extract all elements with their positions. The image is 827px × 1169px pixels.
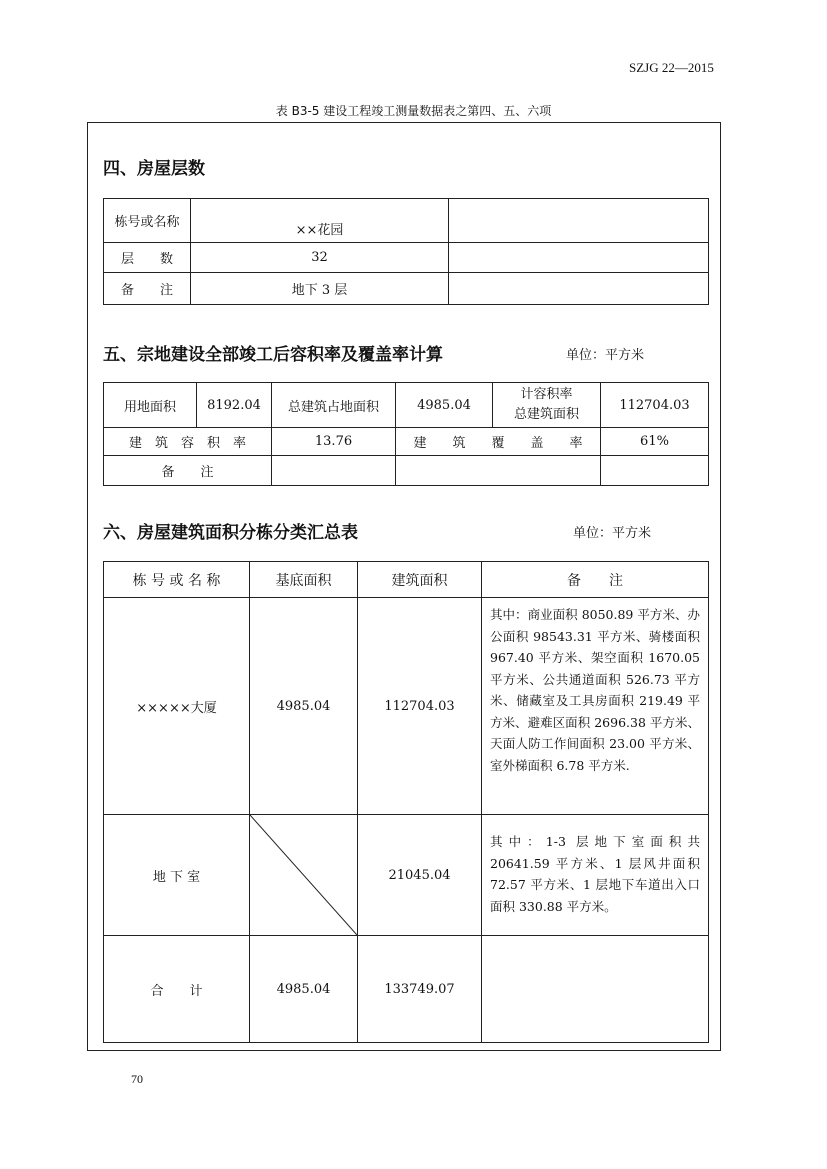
table-row	[104, 199, 709, 243]
standard-code: SZJG 22—2015	[629, 60, 714, 75]
building-name: ×××××大厦	[104, 598, 250, 815]
far-value: 13.76	[272, 428, 396, 456]
remark-cell	[601, 456, 709, 486]
header-base-area: 基底面积	[250, 562, 358, 598]
far-label: 建 筑 容 积 率	[104, 428, 272, 456]
header-building-area: 建筑面积	[358, 562, 482, 598]
coverage-label: 建 筑 覆 盖 率	[396, 428, 601, 456]
table-header-row	[104, 562, 709, 598]
diagonal-line	[250, 815, 357, 935]
table-row	[104, 243, 709, 273]
floors-label: 层 数	[104, 243, 191, 273]
building-name-value: ××花园	[191, 199, 449, 243]
far-area-label-line1: 计容积率	[520, 387, 573, 402]
table-row	[104, 273, 709, 305]
total-base-area: 4985.04	[250, 936, 358, 1043]
footprint-value: 4985.04	[396, 383, 493, 428]
section6-title: 六、房屋建筑面积分栋分类汇总表	[103, 523, 358, 543]
table-row	[104, 456, 709, 486]
remark-cell	[396, 456, 601, 486]
building-area: 21045.04	[358, 815, 482, 936]
remarks: 其中：商业面积 8050.89 平方米、办公面积 98543.31 平方米、骑楼面积 967.40 平方米、架空面积 1670.05 平方米、公共通道面积 526.73 平方米、储藏室及工具房面积 219.49 平方米、避难区面积 2696.38 平方米、天面人防工作间面积 23.00 平方米、室外梯面积 6.78 平方米.	[482, 598, 709, 815]
header-remarks: 备 注	[482, 562, 709, 598]
table-caption: 表 B3-5 建设工程竣工测量数据表之第四、五、六项	[275, 104, 552, 118]
far-area-label	[493, 383, 601, 428]
section5-unit: 单位：平方米	[566, 348, 645, 363]
remark-label: 备 注	[104, 273, 191, 305]
building-name-extra	[449, 199, 709, 243]
section6-unit: 单位：平方米	[573, 526, 652, 541]
land-area-label: 用地面积	[104, 383, 197, 428]
total-remarks	[482, 936, 709, 1043]
remarks: 其中：1-3 层地下室面积共 20641.59 平方米、1 层风井面积 72.57 平方米、1 层地下车道出入口面积 330.88 平方米。	[482, 815, 709, 936]
land-area-value: 8192.04	[197, 383, 272, 428]
remark-extra	[449, 273, 709, 305]
building-name-label: 栋号或名称	[104, 199, 191, 243]
header-building: 栋 号 或 名 称	[104, 562, 250, 598]
base-area: 4985.04	[250, 598, 358, 815]
table-row	[104, 936, 709, 1043]
remark-cell	[272, 456, 396, 486]
section5-title: 五、宗地建设全部竣工后容积率及覆盖率计算	[103, 345, 443, 365]
far-area-label-line2: 总建筑面积	[513, 407, 579, 422]
building-name: 地 下 室	[104, 815, 250, 936]
section4-table	[103, 198, 709, 305]
coverage-value: 61%	[601, 428, 709, 456]
table-row	[104, 383, 709, 428]
section6-table	[103, 561, 709, 1043]
total-label: 合 计	[104, 936, 250, 1043]
footprint-label: 总建筑占地面积	[272, 383, 396, 428]
table-row	[104, 815, 709, 936]
section5-table	[103, 382, 709, 486]
building-area: 112704.03	[358, 598, 482, 815]
far-area-value: 112704.03	[601, 383, 709, 428]
floors-extra	[449, 243, 709, 273]
floors-value: 32	[191, 243, 449, 273]
table-row	[104, 598, 709, 815]
total-building-area: 133749.07	[358, 936, 482, 1043]
table-row	[104, 428, 709, 456]
remark-label: 备 注	[104, 456, 272, 486]
page-number: 70	[131, 1072, 143, 1086]
base-area-diagonal-cell	[250, 815, 358, 936]
remark-value: 地下 3 层	[191, 273, 449, 305]
section4-title: 四、房屋层数	[103, 159, 205, 179]
